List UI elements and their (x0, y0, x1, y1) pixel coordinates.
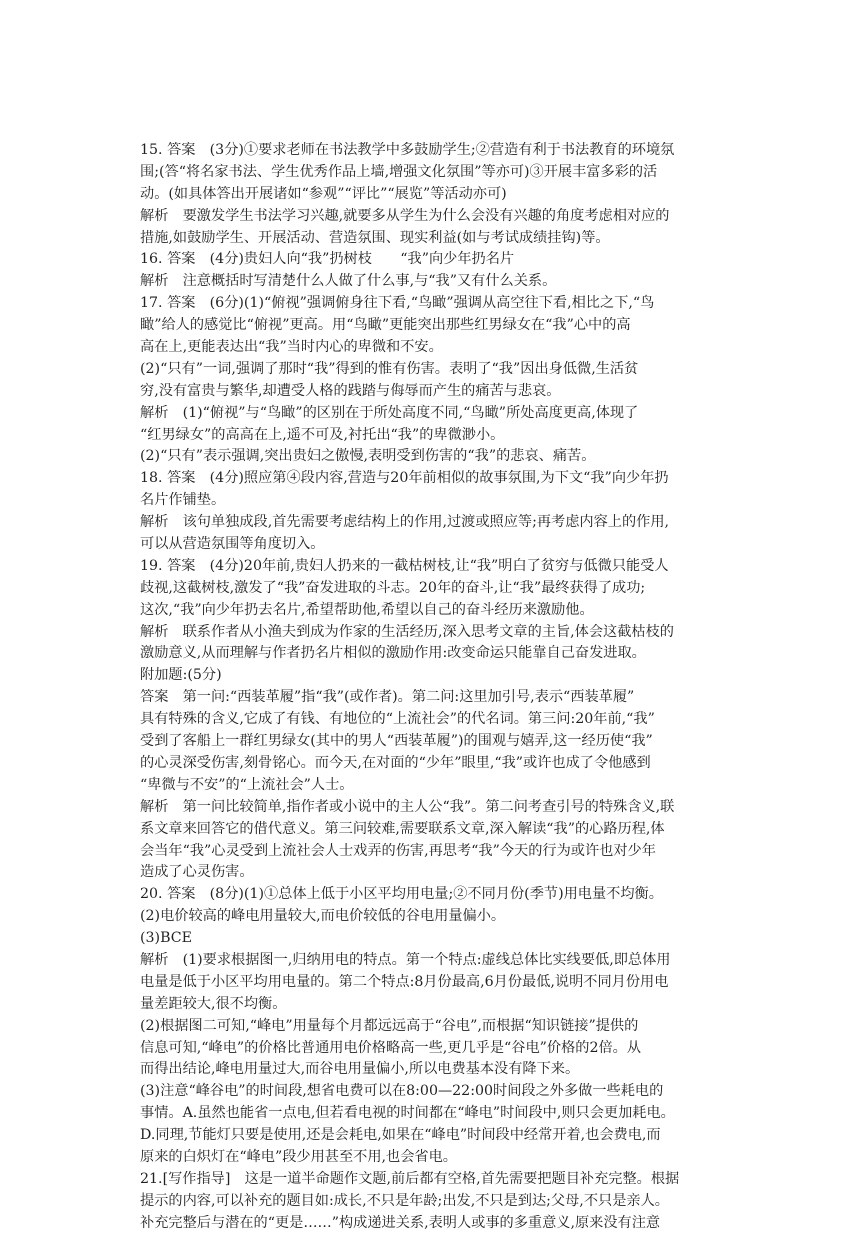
text-line: (3)BCE (140, 930, 192, 947)
text-line: 21.[写作指导] 这是一道半命题作文题,前后都有空格,首先需要把题目补充完整。根据 (140, 1170, 680, 1187)
text-line: 会当年“我”心灵受到上流社会人士戏弄的伤害,再思考“我”今天的行为或许也对少年 (140, 842, 656, 859)
text-line: 补充完整后与潜在的“更是……”构成递进关系,表明人或事的多重意义,原来没有注意 (140, 1214, 661, 1231)
text-line: 的心灵深受伤害,刻骨铭心。而今天,在对面的“少年”眼里,“我”或许也成了令他感到 (140, 754, 651, 771)
text-line: 原来的白炽灯在“峰电”段少用甚至不用,也会省电。 (140, 1148, 457, 1165)
text-line: 具有特殊的含义,它成了有钱、有地位的“上流社会”的代名词。第三问:20年前,“我” (140, 711, 655, 728)
text-line: 16. 答案 (4分)贵妇人向“我”扔树枝 “我”向少年扔名片 (140, 251, 515, 268)
text-line: 解析 (1)“俯视”与“鸟瞰”的区别在于所处高度不同,“鸟瞰”所处高度更高,体现了 (140, 404, 639, 421)
text-line: 信息可知,“峰电”的价格比普通用电价格略高一些,更几乎是“谷电”价格的2倍。从 (140, 1039, 642, 1056)
text-line: 瞰”给人的感觉比“俯视”更高。用“鸟瞰”更能突出那些红男绿女在“我”心中的高 (140, 317, 631, 334)
text-line: 20. 答案 (8分)(1)①总体上低于小区平均用电量;②不同月份(季节)用电量不均衡。 (140, 886, 663, 903)
text-line: 附加题:(5分) (140, 667, 222, 684)
text-line: 造成了心灵伤害。 (140, 864, 254, 881)
text-line: 解析 联系作者从小渔夫到成为作家的生活经历,深入思考文章的主旨,体会这截枯枝的 (140, 623, 674, 640)
text-line: (2)电价较高的峰电用量较大,而电价较低的谷电用量偏小。 (140, 908, 506, 925)
text-line: 动。(如具体答出开展诸如“参观”“评比”“展览”等活动亦可) (140, 185, 507, 202)
text-line: 量差距较大,很不均衡。 (140, 995, 287, 1012)
text-line: 受到了客船上一群红男绿女(其中的男人“西装革履”)的围观与嬉弄,这一经历使“我” (140, 733, 653, 750)
text-line: 系文章来回答它的借代意义。第三问较难,需要联系文章,深入解读“我”的心路历程,体 (140, 820, 665, 837)
answer-key-document (140, 140, 740, 1235)
text-line: 解析 要激发学生书法学习兴趣,就要多从学生为什么会没有兴趣的角度考虑相对应的 (140, 207, 670, 224)
text-line: 措施,如鼓励学生、开展活动、营造氛围、现实利益(如与考试成绩挂钩)等。 (140, 229, 610, 246)
text-line: 18. 答案 (4分)照应第④段内容,营造与20年前相似的故事氛围,为下文“我”向少年扔 (140, 470, 669, 487)
text-line: 19. 答案 (4分)20年前,贵妇人扔来的一截枯树枝,让“我”明白了贫穷与低微只能受人 (140, 557, 669, 574)
text-line: D.同理,节能灯只要是使用,还是会耗电,如果在“峰电”时间段中经常开着,也会费电,而 (140, 1127, 661, 1144)
text-line: 电量是低于小区平均用电量的。第二个特点:8月份最高,6月份最低,说明不同月份用电 (140, 973, 669, 990)
text-line: 穷,没有富贵与繁华,却遭受人格的践踏与侮辱而产生的痛苦与悲哀。 (140, 382, 561, 399)
text-line: 提示的内容,可以补充的题目如:成长,不只是年龄;出发,不只是到达;父母,不只是亲人。 (140, 1192, 669, 1209)
text-line: 名片作铺垫。 (140, 492, 226, 509)
text-line: 解析 (1)要求根据图一,归纳用电的特点。第一个特点:虚线总体比实线要低,即总体用 (140, 951, 671, 968)
text-line: 歧视,这截树枝,激发了“我”奋发进取的斗志。20年的奋斗,让“我”最终获得了成功; (140, 579, 646, 596)
text-line: (3)注意“峰谷电”的时间段,想省电费可以在8:00—22:00时间段之外多做一些耗电的 (140, 1083, 664, 1100)
text-line: 解析 第一问比较简单,指作者或小说中的主人公“我”。第二问考查引号的特殊含义,联 (140, 798, 675, 815)
text-line: (2)根据图二可知,“峰电”用量每个月都远远高于“谷电”,而根据“知识链接”提供的 (140, 1017, 639, 1034)
text-line: 围;(答“将名家书法、学生优秀作品上墙,增强文化氛围”等亦可)③开展丰富多彩的活 (140, 163, 658, 180)
text-line: (2)“只有”表示强调,突出贵妇之傲慢,表明受到伤害的“我”的悲哀、痛苦。 (140, 448, 596, 465)
text-line: 解析 该句单独成段,首先需要考虑结构上的作用,过渡或照应等;再考虑内容上的作用, (140, 514, 670, 531)
text-line: 解析 注意概括时写清楚什么人做了什么事,与“我”又有什么关系。 (140, 273, 557, 290)
text-line: 事情。A.虽然也能省一点电,但若看电视的时间都在“峰电”时间段中,则只会更加耗电。 (140, 1105, 675, 1122)
text-line: 可以从营造氛围等角度切入。 (140, 536, 325, 553)
text-line: 17. 答案 (6分)(1)“俯视”强调俯身往下看,“鸟瞰”强调从高空往下看,相比之下,“鸟 (140, 295, 655, 312)
text-line: 答案 第一问:“西装革履”指“我”(或作者)。第二问:这里加引号,表示“西装革履” (140, 689, 635, 706)
text-line: “卑微与不安”的“上流社会”人士。 (140, 776, 354, 793)
text-line: 而得出结论,峰电用量过大,而谷电用量偏小,所以电费基本没有降下来。 (140, 1061, 580, 1078)
text-line: “红男绿女”的高高在上,遥不可及,衬托出“我”的卑微渺小。 (140, 426, 505, 443)
text-line: 激励意义,从而理解与作者扔名片相似的激励作用:改变命运只能靠自己奋发进取。 (140, 645, 646, 662)
text-line: 高在上,更能表达出“我”当时内心的卑微和不安。 (140, 339, 443, 356)
text-line: (2)“只有”一词,强调了那时“我”得到的惟有伤害。表明了“我”因出身低微,生活贫 (140, 360, 639, 377)
text-line: 这次,“我”向少年扔去名片,希望帮助他,希望以自己的奋斗经历来激励他。 (140, 601, 594, 618)
text-line: 15. 答案 (3分)①要求老师在书法教学中多鼓励学生;②营造有利于书法教育的环境氛 (140, 142, 675, 158)
